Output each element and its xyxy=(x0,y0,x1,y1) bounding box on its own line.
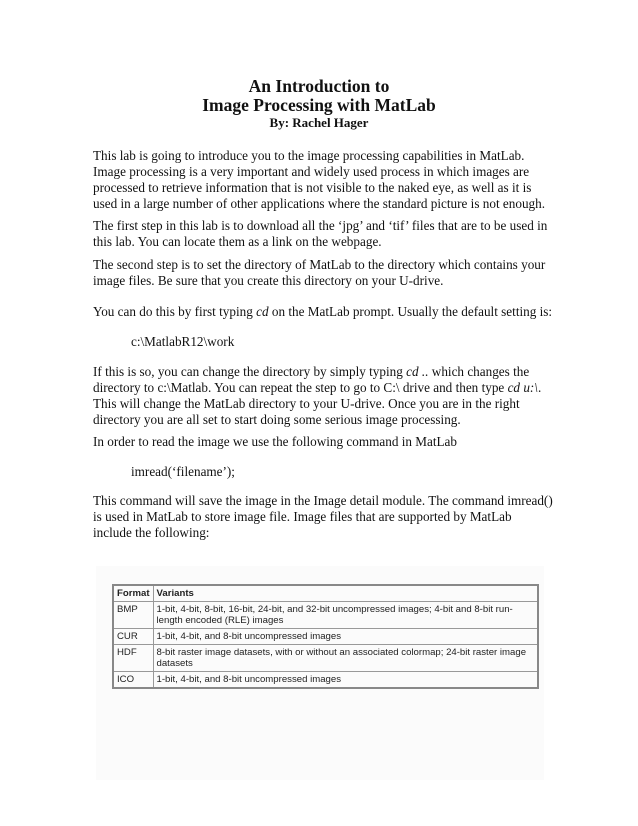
italic-command: cd u:\ xyxy=(507,380,538,395)
italic-command: cd xyxy=(256,304,269,319)
text: If this is so, you can change the directory by simply typing xyxy=(93,364,407,379)
italic-command: cd .. xyxy=(406,364,429,379)
format-cell: BMP xyxy=(113,602,153,629)
paragraph-cd xyxy=(93,304,553,320)
variants-cell: 8-bit raster image datasets, with or without an associated colormap; 24-bit raster image datasets xyxy=(153,645,538,672)
variants-cell: 1-bit, 4-bit, 8-bit, 16-bit, 24-bit, and 32-bit uncompressed images; 4-bit and 8-bit run-length encoded (RLE) images xyxy=(153,602,538,629)
text: You can do this by first typing xyxy=(93,304,257,319)
table-row xyxy=(113,629,538,645)
variants-cell: 1-bit, 4-bit, and 8-bit uncompressed images xyxy=(153,629,538,645)
text: . This will change the MatLab directory to your U-drive. Once you are in the right directory you are all set to start doing some serious image processing. xyxy=(93,380,542,427)
variants-cell: 1-bit, 4-bit, and 8-bit uncompressed images xyxy=(153,672,538,689)
text: on the MatLab prompt. Usually the default setting is: xyxy=(268,304,553,319)
header-format: Format xyxy=(113,585,153,602)
code-default-dir: c:\MatlabR12\work xyxy=(131,334,235,349)
title-line-1: An Introduction to xyxy=(248,76,390,96)
formats-table xyxy=(112,584,539,689)
format-cell: CUR xyxy=(113,629,153,645)
paragraph-change-dir xyxy=(93,364,553,428)
paragraph-step2: The second step is to set the directory of MatLab to the directory which contains your image files. Be sure that you create this directory on your U-drive. xyxy=(93,257,546,288)
code-imread: imread(‘filename’); xyxy=(131,464,235,479)
paragraph-intro: This lab is going to introduce you to the image processing capabilities in MatLab. Image processing is a very important and widely used process in which images are processed to retrieve information that is not visible to the naked eye, as well as it is used in a large number of other applications where the standard picture is not enough. xyxy=(93,148,546,211)
text: which changes the directory to c:\Matlab. You can repeat the step to go to C:\ drive and then type xyxy=(93,364,530,395)
format-cell: HDF xyxy=(113,645,153,672)
paragraph-imread: This command will save the image in the Image detail module. The command imread() is used in MatLab to store image file. Image files that are supported by MatLab include the following: xyxy=(93,493,553,540)
header-variants: Variants xyxy=(153,585,538,602)
byline: By: Rachel Hager xyxy=(269,115,369,130)
title-line-2: Image Processing with MatLab xyxy=(202,95,436,115)
paragraph-step1: The first step in this lab is to download all the ‘jpg’ and ‘tif’ files that are to be used in this lab. You can locate them as a link on the webpage. xyxy=(93,218,548,249)
table-header-row xyxy=(113,585,538,602)
table-row xyxy=(113,672,538,689)
table-row xyxy=(113,645,538,672)
format-cell: ICO xyxy=(113,672,153,689)
table-row xyxy=(113,602,538,629)
paragraph-read: In order to read the image we use the following command in MatLab xyxy=(93,434,458,449)
